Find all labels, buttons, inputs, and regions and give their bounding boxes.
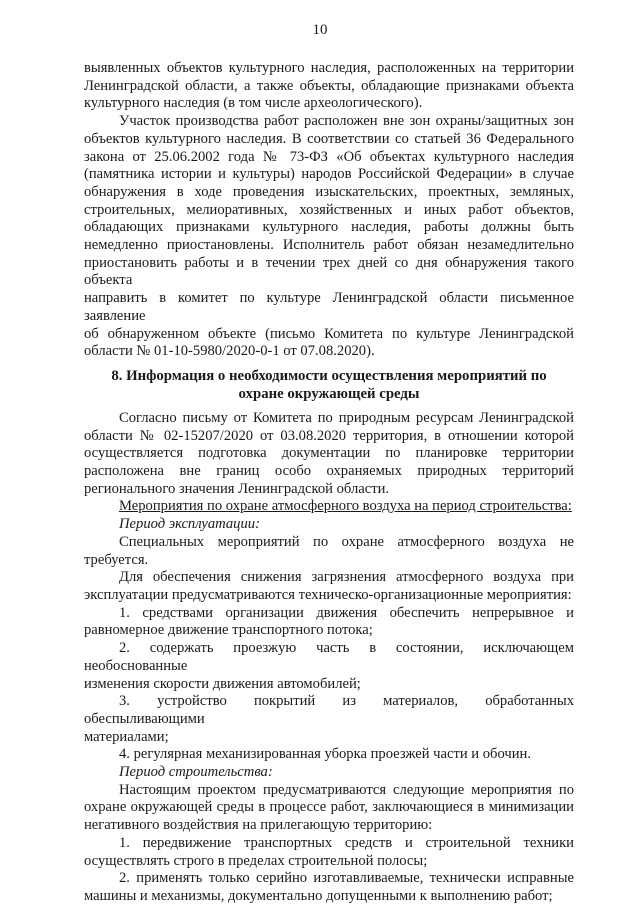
paragraph xyxy=(84,410,574,499)
text-line: немедленно приостановлены. Исполнитель работ обязан незамедлительно xyxy=(84,237,574,254)
underline-line xyxy=(84,498,574,516)
document-body xyxy=(84,60,574,906)
paragraph xyxy=(84,693,574,746)
italic-line xyxy=(84,516,574,534)
text-line: объектов культурного наследия. В соответствии со статьей 36 Федерального xyxy=(84,130,574,147)
text-line: изменения скорости движения автомобилей; xyxy=(84,675,361,692)
paragraph xyxy=(84,605,574,640)
paragraph xyxy=(84,870,574,905)
text-line: области № 01-10-5980/2020-0-1 от 07.08.2020). xyxy=(84,343,375,360)
text-line: об обнаруженном объекте (письмо Комитета по культуре Ленинградской xyxy=(84,325,574,342)
text-line: осуществляется подготовка документации по планировке территории xyxy=(84,445,574,462)
text-line: негативного воздействия на прилегающую территорию: xyxy=(84,817,433,834)
paragraph xyxy=(84,113,574,361)
section-heading xyxy=(84,367,574,403)
text-line: области № 02-15207/2020 от 03.08.2020 территория, в отношении которой xyxy=(84,427,574,444)
paragraph xyxy=(84,782,574,835)
text-line: 4. регулярная механизированная уборка проезжей части и обочин. xyxy=(119,746,531,763)
text-line: материалами; xyxy=(84,728,169,745)
text-line: Период строительства: xyxy=(119,764,273,781)
paragraph xyxy=(84,569,574,604)
text-line: эксплуатации предусматриваются техническо-организационные мероприятия: xyxy=(84,586,572,603)
heading-line: 8. Информация о необходимости осуществления мероприятий по xyxy=(111,367,547,384)
text-line: направить в комитет по культуре Ленинградской области письменное заявление xyxy=(84,290,574,324)
text-line: культурного наследия (в том числе археологического). xyxy=(84,95,423,112)
paragraph xyxy=(84,746,574,764)
text-line: охране окружающей среды в процессе работ, заключающиеся в минимизации xyxy=(84,799,574,816)
text-line: закона от 25.06.2002 года № 73-ФЗ «Об объектах культурного наследия xyxy=(84,148,574,165)
paragraph xyxy=(84,60,574,113)
paragraph xyxy=(84,835,574,870)
text-line: Согласно письму от Комитета по природным ресурсам Ленинградской xyxy=(119,409,574,426)
text-line: выявленных объектов культурного наследия, расположенных на территории xyxy=(84,60,574,76)
text-line: приостановить работы и в течении трех дней со дня обнаружения такого объекта xyxy=(84,254,574,289)
text-line: строительных, мелиоративных, хозяйственных и иных работ объектов, xyxy=(84,201,574,218)
text-line: Специальных мероприятий по охране атмосферного воздуха не требуется. xyxy=(84,533,574,568)
text-line: Участок производства работ расположен вне зон охраны/защитных зон xyxy=(119,113,574,130)
text-line: обладающих признаками культурного наследия, работы должны быть xyxy=(84,219,574,236)
text-line: (памятника истории и культуры) народов Российской Федерации» в случае xyxy=(84,166,574,183)
text-line: равномерное движение транспортного потока; xyxy=(84,622,373,639)
text-line: 2. применять только серийно изготавливаемые, технически исправные xyxy=(119,870,574,887)
italic-line xyxy=(84,764,574,782)
text-line: Мероприятия по охране атмосферного воздуха на период строительства: xyxy=(119,498,572,515)
text-line: Для обеспечения снижения загрязнения атмосферного воздуха при xyxy=(119,569,574,586)
text-line: машины и механизмы, документально допущенными к выполнению работ; xyxy=(84,887,553,904)
page-number: 10 xyxy=(312,22,328,38)
text-line: 1. средствами организации движения обеспечить непрерывное и xyxy=(119,604,574,621)
text-line: обнаружения в ходе проведения изыскательских, проектных, земляных, xyxy=(84,183,574,200)
paragraph xyxy=(84,534,574,569)
text-line: Настоящим проектом предусматриваются следующие мероприятия по xyxy=(119,781,574,798)
text-line: 3. устройство покрытий из материалов, обработанных обеспыливающими xyxy=(84,693,574,727)
text-line: 2. содержать проезжую часть в состоянии, исключающем необоснованные xyxy=(84,640,574,674)
heading-line: охране окружающей среды xyxy=(238,385,420,402)
paragraph xyxy=(84,640,574,693)
text-line: Ленинградской области, а также объекты, обладающие признаками объекта xyxy=(84,77,574,94)
text-line: осуществлять строго в пределах строительной полосы; xyxy=(84,852,428,869)
text-line: регионального значения Ленинградской области. xyxy=(84,480,390,497)
text-line: расположена вне границ особо охраняемых природных территорий xyxy=(84,463,574,480)
text-line: 1. передвижение транспортных средств и строительной техники xyxy=(119,834,574,851)
text-line: Период эксплуатации: xyxy=(119,516,260,533)
